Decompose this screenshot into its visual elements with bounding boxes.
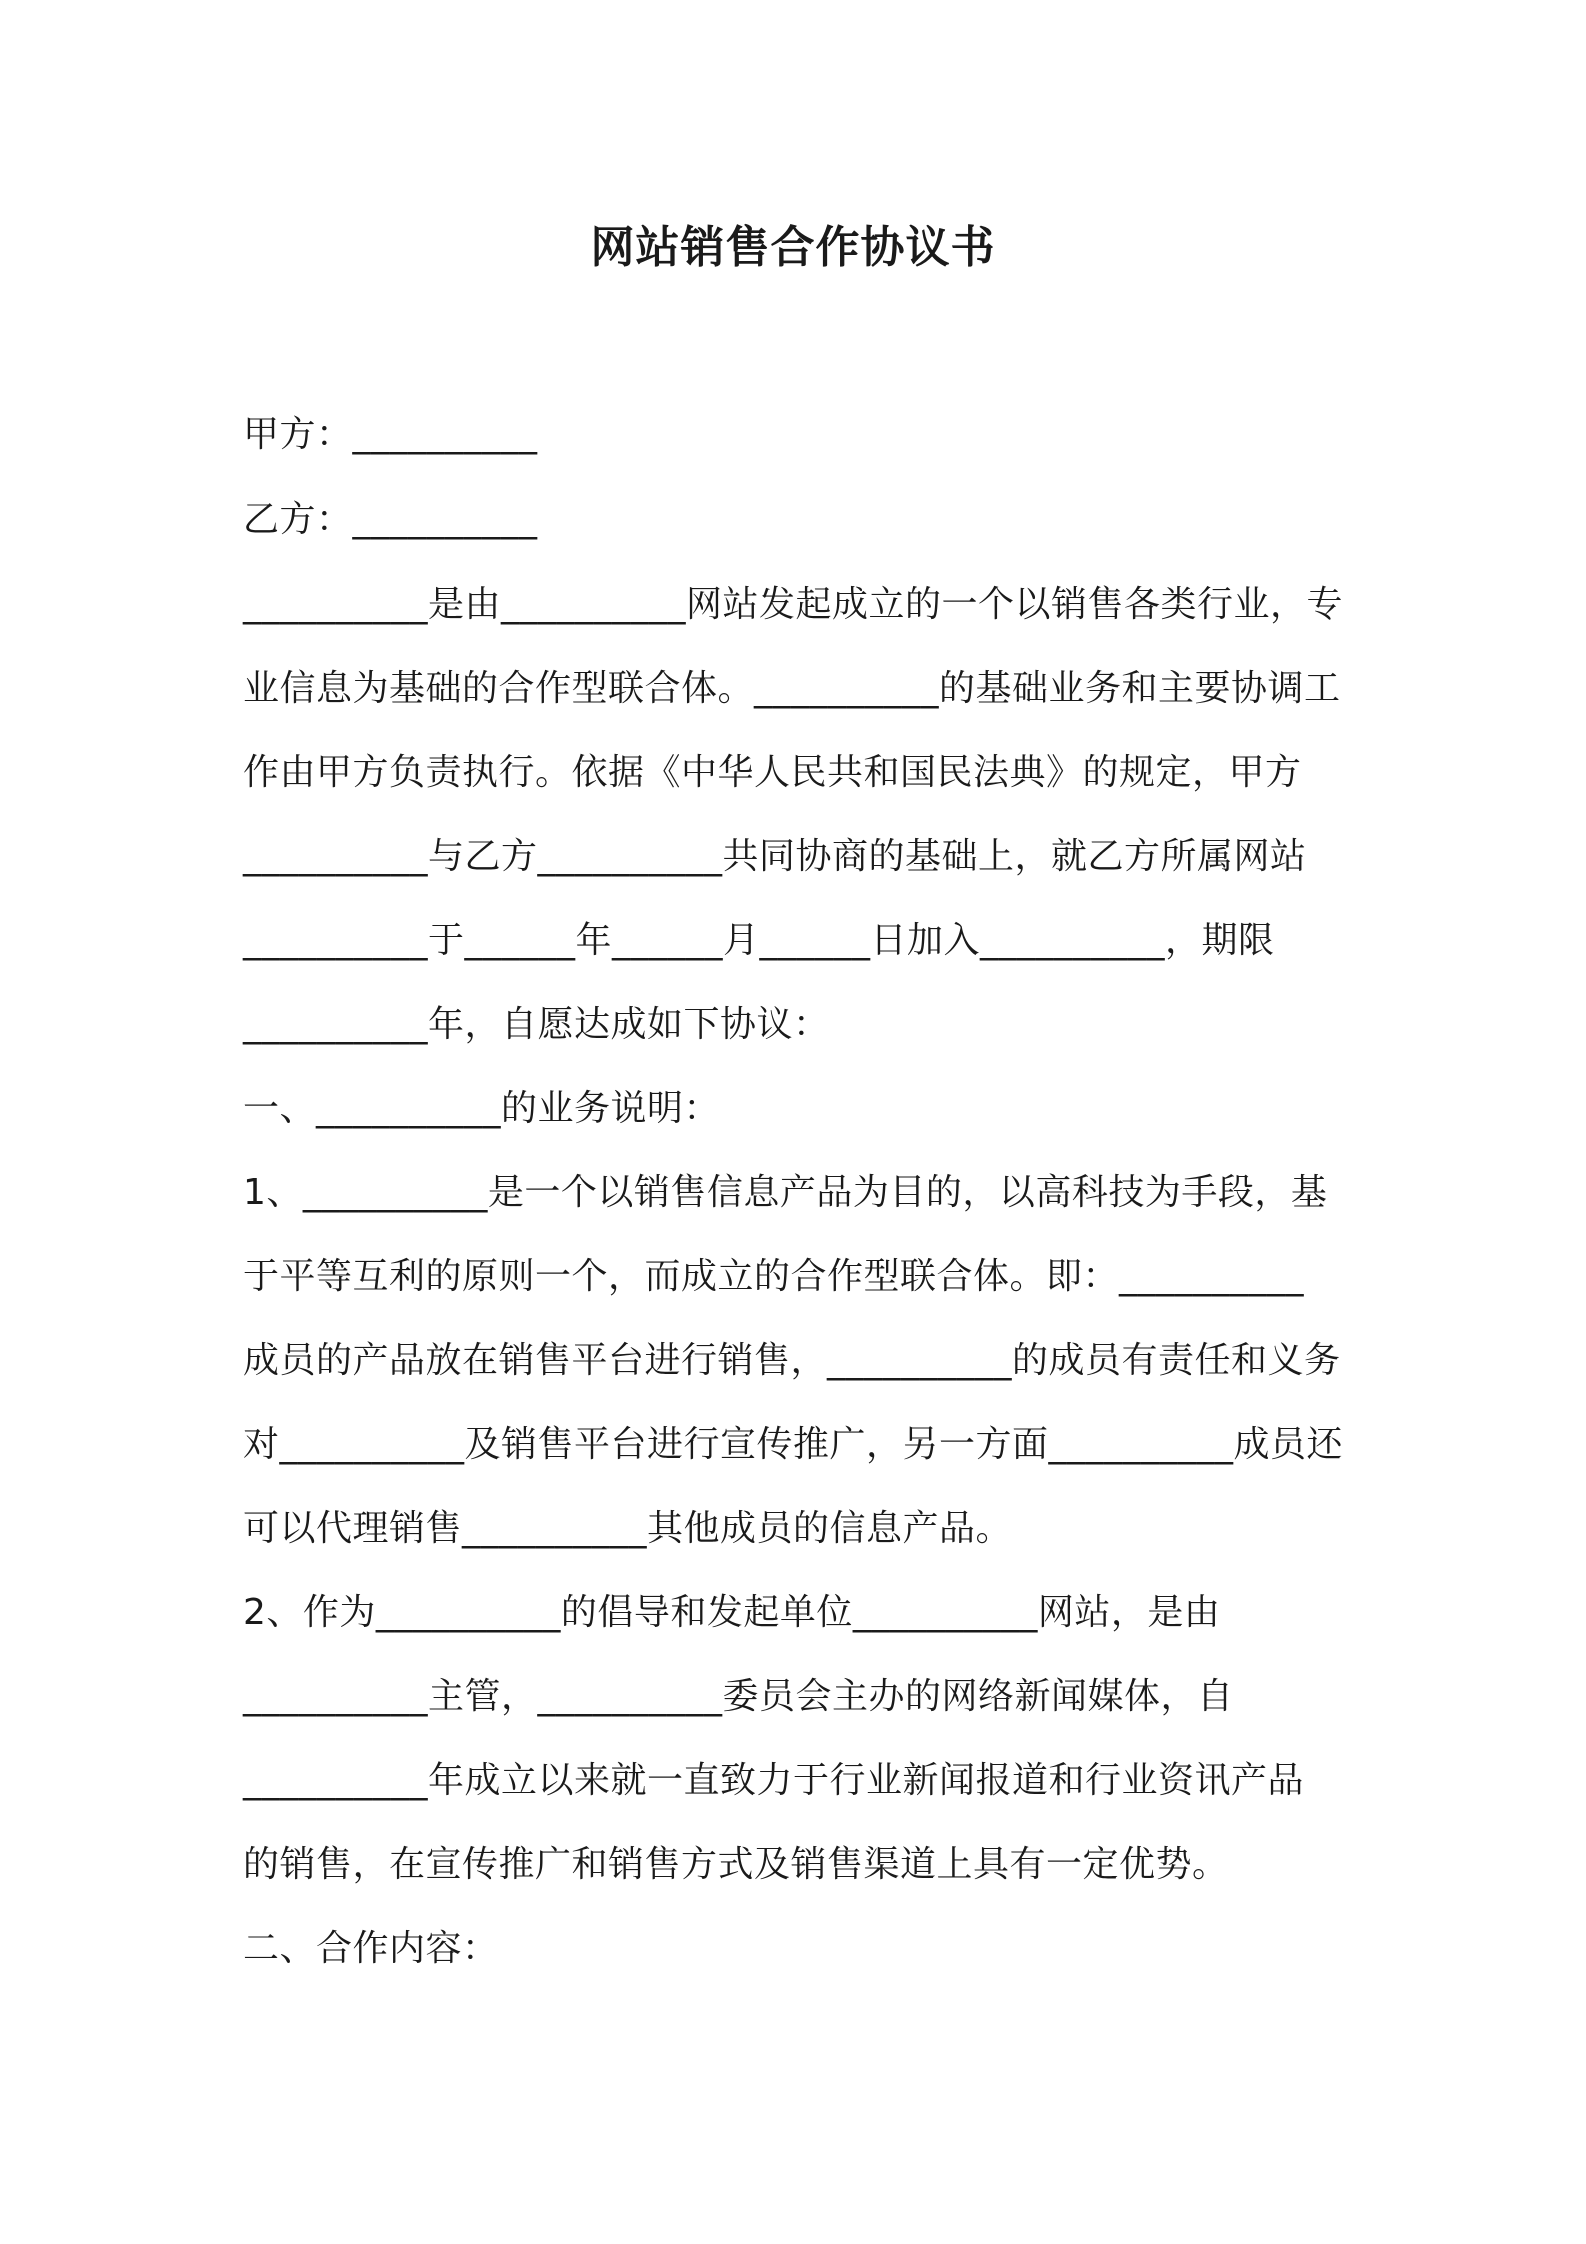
- intro-line-3: 作由甲方负责执行。依据《中华人民共和国民法典》的规定，甲方: [243, 752, 1302, 793]
- intro-line-6: __________年，自愿达成如下协议：: [243, 1004, 830, 1045]
- clause-1-line-3: 成员的产品放在销售平台进行销售，__________的成员有责任和义务: [243, 1340, 1341, 1381]
- document-title: 网站销售合作协议书: [590, 222, 996, 273]
- clause-1-line-5: 可以代理销售__________其他成员的信息产品。: [243, 1508, 1013, 1549]
- party-a-line: 甲方：__________: [243, 414, 538, 455]
- clause-1-line-2: 于平等互利的原则一个，而成立的合作型联合体。即：__________: [243, 1256, 1305, 1297]
- intro-line-1: __________是由__________网站发起成立的一个以销售各类行业，专: [243, 584, 1344, 625]
- clause-2-line-2: __________主管，__________委员会主办的网络新闻媒体，自: [243, 1676, 1234, 1717]
- intro-line-5: __________于______年______月______日加入__________，期限: [243, 920, 1275, 961]
- intro-line-2: 业信息为基础的合作型联合体。__________的基础业务和主要协调工: [243, 668, 1341, 709]
- clause-1-line-1: 1、__________是一个以销售信息产品为目的，以高科技为手段，基: [243, 1172, 1328, 1213]
- clause-2-line-3: __________年成立以来就一直致力于行业新闻报道和行业资讯产品: [243, 1760, 1305, 1801]
- clause-2-line-4: 的销售，在宣传推广和销售方式及销售渠道上具有一定优势。: [243, 1844, 1229, 1885]
- section-2-heading: 二、合作内容：: [243, 1928, 499, 1969]
- section-1-heading: 一、__________的业务说明：: [243, 1088, 721, 1129]
- clause-2-line-1: 2、作为__________的倡导和发起单位__________网站，是由: [243, 1592, 1221, 1633]
- party-b-line: 乙方：__________: [243, 499, 538, 540]
- clause-1-line-4: 对__________及销售平台进行宣传推广，另一方面__________成员还: [243, 1424, 1344, 1465]
- intro-line-4: __________与乙方__________共同协商的基础上，就乙方所属网站: [243, 836, 1307, 877]
